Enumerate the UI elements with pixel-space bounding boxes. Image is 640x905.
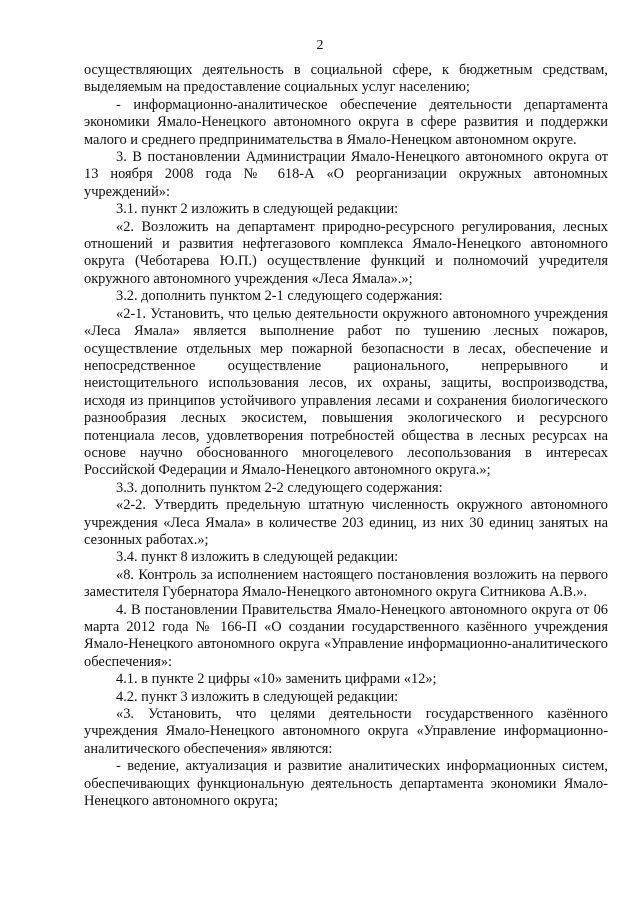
paragraph: 4. В постановлении Правительства Ямало-Ненецкого автономного округа от 06 марта 2012 года № 166-П «О создании государственного казённого учреждения Ямало-Ненецкого автономного округа «Управление информационно-аналитического обеспечения»: bbox=[84, 601, 608, 670]
paragraph: «3. Установить, что целями деятельности государственного казённого учреждения Ямало-Ненецкого автономного округа «Управление информационно-аналитического обеспечения» являются: bbox=[84, 706, 608, 757]
paragraph: осуществляющих деятельность в социальной сфере, к бюджетным средствам, выделяемым на предоставление социальных услуг населению; bbox=[84, 62, 608, 96]
paragraph: 3.2. дополнить пунктом 2-1 следующего содержания: bbox=[116, 288, 443, 305]
paragraph: 3.1. пункт 2 изложить в следующей редакции: bbox=[116, 201, 399, 218]
paragraph: «2-2. Утвердить предельную штатную численность окружного автономного учреждения «Леса Ямала» в количестве 203 единиц, из них 30 единиц занятых на сезонных работах.»; bbox=[84, 497, 608, 548]
paragraph: - ведение, актуализация и развитие аналитических информационных систем, обеспечивающих функциональную деятельность департамента экономики Ямало-Ненецкого автономного округа; bbox=[84, 758, 608, 810]
paragraph: 4.1. в пункте 2 цифры «10» заменить цифрами «12»; bbox=[116, 671, 437, 688]
paragraph: «2. Возложить на департамент природно-ресурсного регулирования, лесных отношений и развития нефтегазового комплекса Ямало-Ненецкого автономного округа (Чеботарева Ю.П.) осуществление функций и полномочий учредителя окружного автономного учреждения «Леса Ямала».»; bbox=[84, 218, 608, 287]
page-number: 2 bbox=[316, 38, 324, 53]
paragraph: 3.3. дополнить пунктом 2-2 следующего содержания: bbox=[116, 479, 443, 496]
paragraph: 3. В постановлении Администрации Ямало-Ненецкого автономного округа от 13 ноября 2008 года № 618-А «О реорганизации окружных автономных учреждений»: bbox=[84, 149, 608, 200]
paragraph: 4.2. пункт 3 изложить в следующей редакции: bbox=[116, 688, 399, 705]
document-body bbox=[84, 62, 608, 810]
paragraph: 3.4. пункт 8 изложить в следующей редакции: bbox=[116, 549, 399, 566]
paragraph: - информационно-аналитическое обеспечение деятельности департамента экономики Ямало-Ненецкого автономного округа в сфере развития и поддержки малого и среднего предпринимательства в Ямало-Ненецком автономном округе. bbox=[84, 96, 608, 148]
paragraph: «8. Контроль за исполнением настоящего постановления возложить на первого заместителя Губернатора Ямало-Ненецкого автономного округа Ситникова А.В.». bbox=[84, 566, 608, 601]
paragraph: «2-1. Установить, что целью деятельности окружного автономного учреждения «Леса Ямала» является выполнение работ по тушению лесных пожаров, осуществление отдельных мер пожарной безопасности в лесах, обеспечение и непосредственное осуществление рационального, непрерывного и неистощительного использования лесов, их охраны, защиты, воспроизводства, исходя из принципов устойчивого управления лесами и сохранения биологического разнообразия лесных экосистем, повышения экологического и ресурсного потенциала лесов, удовлетворения потребностей общества в лесных ресурсах на основе научно обоснованного многоцелевого лесопользования в интересах Российской Федерации и Ямало-Ненецкого автономного округа.»; bbox=[84, 305, 608, 479]
